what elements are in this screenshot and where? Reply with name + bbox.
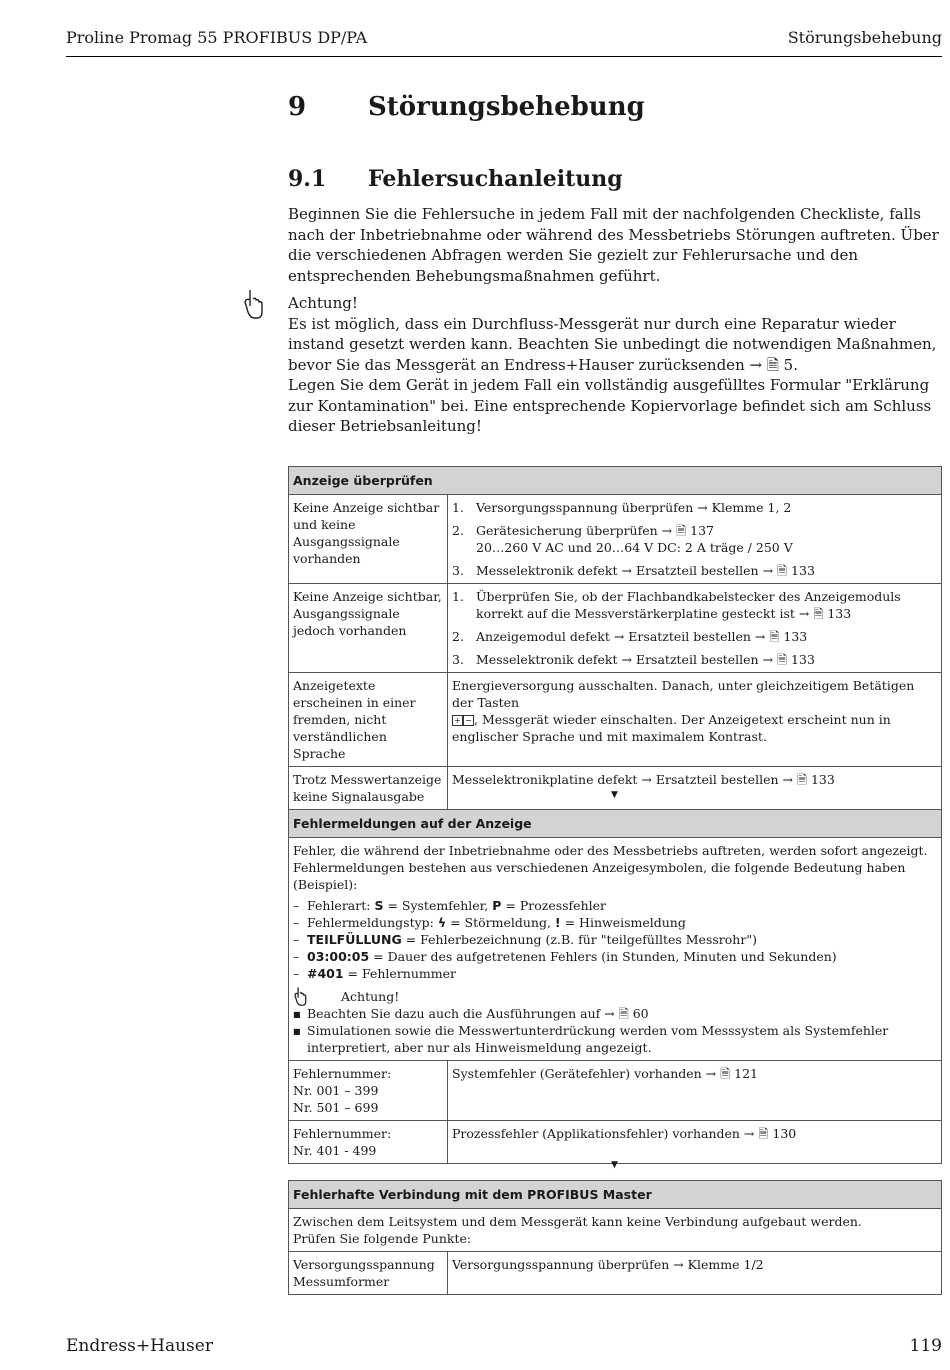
remedy-cell: Energieversorgung ausschalten. Danach, unter gleichzeitigem Betätigen der Tasten + − , Messgerät wieder einschalten. Der Anzeigetext erscheint nun in englischer Sprache und mit maximalem Kontrast. (448, 673, 942, 767)
table-header: Fehlermeldungen auf der Anzeige (289, 810, 942, 838)
minus-key-icon: − (463, 715, 474, 726)
chapter-number: 9 (288, 92, 307, 122)
step-item: 3. Messelektronik defekt → Ersatzteil bestellen → 🗎 133 (452, 652, 815, 667)
symptom-cell: Versorgungsspannung Messumformer (289, 1252, 448, 1295)
chapter-heading (288, 92, 645, 122)
step-item: 2. Gerätesicherung überprüfen → 🗎 137 20…260 V AC und 20…64 V DC: 2 A träge / 250 V (452, 523, 793, 555)
section-heading (288, 166, 623, 192)
symptom-cell: Keine Anzeige sichtbar und keine Ausgangssignale vorhanden (289, 495, 448, 584)
remedy-cell: Versorgungsspannung überprüfen → Klemme 1/2 (448, 1252, 942, 1295)
intro-paragraph: Beginnen Sie die Fehlersuche in jedem Fall mit der nachfolgenden Checkliste, falls nach der Inbetriebnahme oder während des Messbetriebs Störungen auftreten. Über die verschiedenen Abfragen werden Sie gezielt zur Fehlerursache und den entsprechenden Behebungsmaßnahmen geführt. (288, 205, 939, 285)
warning-block (288, 293, 942, 437)
section-title: Fehlersuchanleitung (368, 166, 623, 192)
warning-list (293, 1005, 937, 1056)
table-row (289, 767, 942, 810)
table-row (289, 495, 942, 584)
remedy-cell: Prozessfehler (Applikationsfehler) vorhanden → 🗎 130 (448, 1121, 942, 1164)
list-item: – Fehlermeldungstyp: ϟ = Störmeldung, ! = Hinweismeldung (293, 914, 937, 931)
connection-intro-cell: Zwischen dem Leitsystem und dem Messgerät kann keine Verbindung aufgebaut werden. Prüfen Sie folgende Punkte: (289, 1209, 942, 1252)
table-warning (293, 988, 937, 1005)
table-header: Fehlerhafte Verbindung mit dem PROFIBUS Master (289, 1181, 942, 1209)
warning-label: Achtung! (341, 989, 400, 1004)
list-item: ■ Beachten Sie dazu auch die Ausführungen auf → 🗎 60 (293, 1005, 937, 1022)
table-row (289, 1252, 942, 1295)
symptom-cell: Anzeigetexte erscheinen in einer fremden, nicht verständlichen Sprache (289, 673, 448, 767)
step-item: 2. Anzeigemodul defekt → Ersatzteil bestellen → 🗎 133 (452, 629, 808, 644)
footer-brand: Endress+Hauser (66, 1336, 213, 1356)
list-item: – 03:00:05 = Dauer des aufgetretenen Fehlers (in Stunden, Minuten und Sekunden) (293, 948, 937, 965)
step-item: 1. Überprüfen Sie, ob der Flachbandkabelstecker des Anzeigemoduls korrekt auf die Messverstärkerplatine gesteckt ist → 🗎 133 (452, 589, 901, 621)
step-item: 1. Versorgungsspannung überprüfen → Klemme 1, 2 (452, 500, 792, 515)
error-intro: Fehler, die während der Inbetriebnahme oder des Messbetriebs auftreten, werden sofort angezeigt. Fehlermeldungen bestehen aus verschiedenen Anzeigesymbolen, die folgende Bedeutung haben (Beispiel): (293, 843, 928, 892)
list-item: – #401 = Fehlernummer (293, 965, 937, 982)
table-row (289, 584, 942, 673)
warning-hand-icon (242, 288, 264, 322)
header-section: Störungsbehebung (787, 28, 942, 47)
list-item: ■ Simulationen sowie die Messwertunterdrückung werden vom Messsystem als Systemfehler interpretiert, aber nur als Hinweismeldung angezeigt. (293, 1022, 937, 1056)
table-check-display (288, 466, 942, 810)
flow-arrow-icon: ▼ (611, 1160, 618, 1170)
table-header: Anzeige überprüfen (289, 467, 942, 495)
symptom-cell: Fehlernummer: Nr. 001 – 399 Nr. 501 – 699 (289, 1061, 448, 1121)
list-item: – Fehlerart: S = Systemfehler, P = Prozessfehler (293, 897, 937, 914)
table-row (289, 673, 942, 767)
remedy-cell: Systemfehler (Gerätefehler) vorhanden → 🗎 121 (448, 1061, 942, 1121)
symptom-cell: Fehlernummer: Nr. 401 - 499 (289, 1121, 448, 1164)
list-item: – TEILFÜLLUNG = Fehlerbezeichnung (z.B. für "teilgefülltes Messrohr") (293, 931, 937, 948)
warning-text-2: Legen Sie dem Gerät in jedem Fall ein vollständig ausgefülltes Formular "Erklärung zur Kontamination" bei. Eine entsprechende Kopiervorlage befindet sich am Schluss dieser Betriebsanleitung! (288, 376, 932, 435)
header-title: Proline Promag 55 PROFIBUS DP/PA (66, 28, 368, 47)
header-rule (66, 56, 942, 57)
warning-label: Achtung! (288, 294, 358, 312)
table-profibus-connection (288, 1180, 942, 1295)
step-item: 3. Messelektronik defekt → Ersatzteil bestellen → 🗎 133 (452, 563, 815, 578)
error-symbol-list (293, 897, 937, 982)
symptom-cell: Keine Anzeige sichtbar, Ausgangssignale jedoch vorhanden (289, 584, 448, 673)
section-number: 9.1 (288, 166, 327, 192)
flow-arrow-icon: ▼ (611, 790, 618, 800)
plus-key-icon: + (452, 715, 463, 726)
table-error-messages (288, 809, 942, 1164)
symptom-cell: Trotz Messwertanzeige keine Signalausgabe (289, 767, 448, 810)
remedy-cell (448, 584, 942, 673)
table-row (289, 1121, 942, 1164)
remedy-cell (448, 495, 942, 584)
lightning-icon: ϟ (437, 915, 447, 930)
page-number: 119 (909, 1336, 942, 1356)
chapter-title: Störungsbehebung (368, 92, 645, 122)
remedy-cell: Messelektronikplatine defekt → Ersatzteil bestellen → 🗎 133 (448, 767, 942, 810)
table-row (289, 1061, 942, 1121)
warning-text-1: Es ist möglich, dass ein Durchfluss-Messgerät nur durch eine Reparatur wieder instand gesetzt werden kann. Beachten Sie unbedingt die notwendigen Maßnahmen, bevor Sie das Messgerät an Endress+Hauser zurücksenden → 🗎 5. (288, 314, 937, 374)
error-info-cell (289, 838, 942, 1061)
